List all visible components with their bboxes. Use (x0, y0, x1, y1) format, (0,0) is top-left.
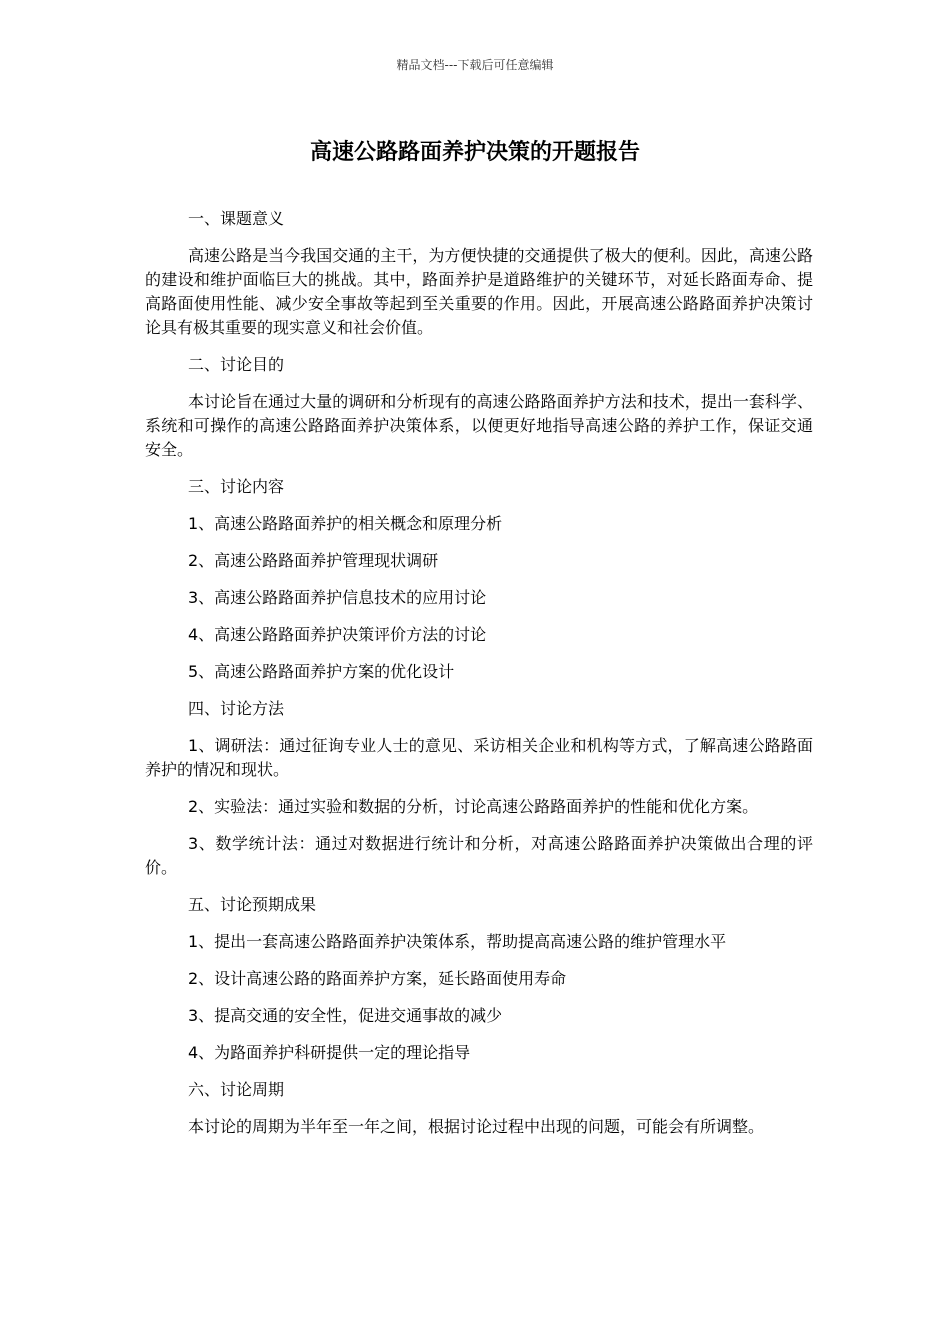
outcome-list-item: 2、设计高速公路的路面养护方案，延长路面使用寿命 (188, 969, 567, 988)
content-list-item: 1、高速公路路面养护的相关概念和原理分析 (188, 514, 503, 533)
section-heading-content: 三、讨论内容 (188, 477, 285, 496)
section-body-significance: 高速公路是当今我国交通的主干，为方便快捷的交通提供了极大的便利。因此，高速公路的建设和维护面临巨大的挑战。其中，路面养护是道路维护的关键环节，对延长路面寿命、提高路面使用性能、减少安全事故等起到至关重要的作用。因此，开展高速公路路面养护决策讨论具有极其重要的现实意义和社会价值。 (145, 246, 813, 337)
outcome-list-item: 4、为路面养护科研提供一定的理论指导 (188, 1043, 471, 1062)
method-list-item: 1、调研法：通过征询专业人士的意见、采访相关企业和机构等方式，了解高速公路路面养护的情况和现状。 (145, 736, 813, 779)
outcome-list-item: 3、提高交通的安全性，促进交通事故的减少 (188, 1006, 503, 1025)
section-body-purpose: 本讨论旨在通过大量的调研和分析现有的高速公路路面养护方法和技术，提出一套科学、系统和可操作的高速公路路面养护决策体系，以便更好地指导高速公路的养护工作，保证交通安全。 (145, 392, 813, 459)
content-list-item: 4、高速公路路面养护决策评价方法的讨论 (188, 625, 487, 644)
section-heading-period: 六、讨论周期 (188, 1080, 285, 1099)
section-heading-purpose: 二、讨论目的 (188, 355, 285, 374)
outcome-list-item: 1、提出一套高速公路路面养护决策体系，帮助提高高速公路的维护管理水平 (188, 932, 727, 951)
content-list-item: 2、高速公路路面养护管理现状调研 (188, 551, 439, 570)
content-list-item: 3、高速公路路面养护信息技术的应用讨论 (188, 588, 487, 607)
section-body-period: 本讨论的周期为半年至一年之间，根据讨论过程中出现的问题，可能会有所调整。 (188, 1117, 765, 1136)
section-heading-outcomes: 五、讨论预期成果 (188, 895, 317, 914)
section-heading-methods: 四、讨论方法 (188, 699, 285, 718)
page-header: 精品文档---下载后可任意编辑 (396, 58, 554, 72)
content-list-item: 5、高速公路路面养护方案的优化设计 (188, 662, 455, 681)
method-list-item: 2、实验法：通过实验和数据的分析，讨论高速公路路面养护的性能和优化方案。 (188, 797, 759, 816)
section-heading-significance: 一、课题意义 (188, 209, 285, 228)
method-list-item: 3、数学统计法：通过对数据进行统计和分析，对高速公路路面养护决策做出合理的评价。 (145, 834, 813, 877)
document-title: 高速公路路面养护决策的开题报告 (309, 140, 640, 165)
document-body (145, 207, 813, 1152)
